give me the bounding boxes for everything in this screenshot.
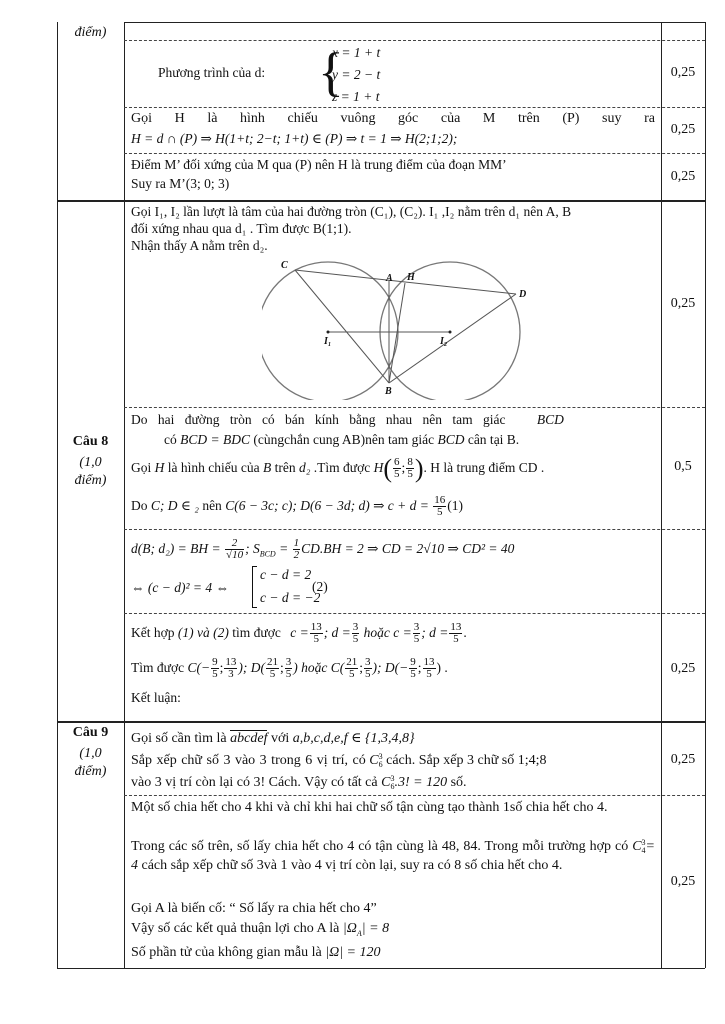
res-i: ; [417, 660, 422, 675]
res-h: ); D(− [372, 660, 409, 675]
comb-h: . [463, 625, 467, 640]
q9-p7 [131, 920, 389, 942]
cd-a: Do [131, 498, 148, 513]
q7-score-3: 0,25 [670, 169, 696, 184]
dist-b: ; S [245, 541, 260, 556]
sym-line-2: Suy ra M’(3; 0; 3) [131, 176, 230, 191]
q8-conclusion: Kết luận: [131, 690, 181, 705]
paren-close: ) [414, 453, 424, 483]
q8-intro-line2: đối xứng nhau qua d₁ . Tìm được B(1;1). [131, 221, 352, 236]
fig-label-i1: I₁ [324, 336, 332, 347]
q9-title: Câu 9 [72, 725, 109, 740]
q8-result-line [131, 652, 448, 684]
frac-21-5-a: $\frac{21}{5}$ [266, 656, 278, 681]
tri-line1-b: BCD [536, 412, 564, 427]
p1-a: Gọi số cần tìm là [131, 731, 227, 746]
q8-tri-line2 [164, 431, 519, 448]
p1-c: với [270, 731, 290, 746]
dist-c: = [279, 541, 289, 556]
q8-sys-r2: c − d = −2 [260, 590, 321, 605]
p5-indices: 3 4 [641, 837, 646, 855]
tri-line2-e: cân tại B. [467, 432, 520, 447]
res-b: C(− [187, 660, 211, 675]
proj-c: trên [274, 460, 296, 475]
p2-b: C [369, 753, 379, 768]
dist-d: CD.BH = 2 ⇒ CD = 2√10 ⇒ CD² = 40 [301, 541, 515, 556]
q9-points-line1: (1,0 [79, 746, 102, 761]
proj-bb: B [262, 460, 272, 475]
fig-label-i2: I₂ [440, 336, 448, 347]
q9-p4: Một số chia hết cho 4 khi và chỉ khi hai chữ số tận cùng tạo thành 1số chia hết cho 4. [131, 800, 608, 815]
comb-g: ; d = [421, 625, 449, 640]
q8-score-1: 0,25 [670, 296, 696, 311]
tri-line2-c: (cùngchắn cung AB)nên tam giác [253, 432, 435, 447]
p2-indices: 3 6 [378, 751, 383, 769]
q8-sys-bracket [252, 566, 257, 608]
p5-c: = 4 [131, 839, 655, 873]
q9-points-line2: điểm) [74, 764, 107, 779]
q8-score-3: 0,25 [670, 661, 696, 676]
cd-e: (1) [447, 498, 464, 513]
p7-b: |Ω [342, 921, 357, 936]
p7-c: | = 8 [361, 921, 390, 936]
res-j: ) . [436, 660, 448, 675]
frac-6-5: $\frac{6}{5}$ [394, 456, 400, 481]
frac-13-5-a: $\frac{13}{5}$ [310, 621, 322, 646]
frac-2-sqrt10: $\frac{2}{√10}$ [226, 537, 244, 562]
p2-c: cách. Sắp xếp 3 chữ số 1;4;8 [386, 753, 547, 768]
frac-3-5-d: $\frac{3}{5}$ [365, 656, 371, 681]
proj-h: H [154, 460, 165, 475]
fig-label-a: A [386, 273, 393, 284]
q8-cd-line [131, 490, 463, 522]
line-d-eq1: x = 1 + t [332, 45, 381, 60]
p1-d: a,b,c,d,e,f ∈ {1,3,4,8} [292, 731, 415, 746]
p3-d: số. [450, 775, 467, 790]
sym-line-1: Điểm M’ đối xứng của M qua (P) nên H là trung điểm của đoạn MM’ [131, 157, 507, 172]
p3-a: vào 3 vị trí còn lại có 3! Cách. Vậy có tất cả [131, 775, 378, 790]
res-d: ); D( [238, 660, 265, 675]
cd-b: C; D ∈ ₂ [150, 498, 199, 513]
q9-p8 [131, 944, 381, 961]
dist-sub: BCD [259, 549, 276, 559]
line-d-eq2: y = 2 − t [332, 67, 381, 82]
p3-b: C [381, 775, 391, 790]
proj-a: Gọi [131, 460, 152, 475]
fig-label-h: H [407, 272, 415, 283]
frac-13-3: $\frac{13}{3}$ [225, 656, 237, 681]
proj-d2: d₂ [298, 460, 311, 475]
q9-p6: Gọi A là biến cố: “ Số lấy ra chia hết cho 4” [131, 901, 377, 916]
q9-score-2: 0,25 [670, 874, 696, 889]
q9-p1 [131, 730, 415, 747]
p8-a: Số phần tử của không gian mẫu là [131, 945, 322, 960]
comb-a: Kết hợp [131, 625, 175, 640]
p7-sub: A [356, 928, 362, 938]
frac-3-5-c: $\frac{3}{5}$ [285, 656, 292, 681]
res-f: ) hoặc C( [293, 660, 345, 675]
line-d-eq3: z = 1 + t [332, 89, 380, 104]
frac-3-5-b: $\frac{3}{5}$ [413, 621, 420, 646]
p8-b: |Ω| = 120 [325, 945, 381, 960]
fig-label-b: B [385, 386, 392, 397]
q8-sys-left: ⇔ (c − d)² = 4 ⇔ [131, 580, 230, 595]
h-intro: Gọi H là hình chiếu vuông góc của M trên (P) suy ra [131, 111, 655, 126]
fig-label-d: D [519, 289, 527, 300]
q9-p5 [131, 837, 655, 875]
system-brace: { [318, 42, 344, 102]
q7-score-1: 0,25 [670, 65, 696, 80]
dist-a: d(B; d₂) = BH = [131, 541, 221, 556]
q8-points-line2: điểm) [74, 473, 107, 488]
res-e: ; [279, 660, 284, 675]
p5-d: cách sắp xếp chữ số 3và 1 vào 4 vị trí còn lại, suy ra có 8 số chia hết cho 4. [141, 858, 563, 873]
comb-c: tìm được [232, 625, 281, 640]
res-c: ; [219, 660, 224, 675]
q8-distance-line [131, 533, 514, 571]
frac-9-5-b: $\frac{9}{5}$ [410, 656, 416, 681]
res-a: Tìm được [131, 660, 185, 675]
proj-e: . H là trung điểm CD . [423, 460, 545, 475]
frac-1-2: $\frac{1}{2}$ [293, 537, 300, 562]
q7-score-2: 0,25 [670, 122, 696, 137]
comb-f: hoặc c = [363, 625, 412, 640]
q8-score-2: 0,5 [674, 459, 692, 474]
p1-b: abcdef [230, 731, 268, 746]
h-calc: H = d ∩ (P) ⇒ H(1+t; 2−t; 1+t) ∈ (P) ⇒ t = 1 ⇒ H(2;1;2); [131, 131, 458, 146]
q8-projection-line: Gọi H là hình chiếu của B trên d₂ .Tìm được H( $\frac{6}{5}$ ; $\frac{8}{5}$ ). H là trung điểm CD . [131, 453, 545, 483]
comb-d: c = [290, 625, 309, 640]
q8-combine-line [131, 617, 467, 649]
p2-a: Sắp xếp chữ số 3 vào 3 trong 6 vị trí, có [131, 753, 366, 768]
q9-p2 [131, 752, 547, 769]
frac-8-5: $\frac{8}{5}$ [407, 456, 413, 481]
p3-indices: 3 6 [390, 773, 395, 791]
frac-3-5-a: $\frac{3}{5}$ [352, 621, 359, 646]
p5-b: C [632, 839, 642, 854]
tri-line2-d: BCD [437, 432, 465, 447]
tri-line2-a: có [164, 432, 177, 447]
cd-c: nên [202, 498, 222, 513]
q8-intro-line3: Nhận thấy A nằm trên d₂. [131, 238, 268, 253]
tri-line2-b: BCD = BDC [180, 432, 250, 447]
comb-b: (1) và (2) [177, 625, 229, 640]
two-circles-figure [262, 252, 542, 400]
q8-points-line1: (1,0 [79, 455, 102, 470]
frac-13-5-c: $\frac{13}{5}$ [423, 656, 435, 681]
res-g: ; [359, 660, 363, 675]
q8-tri-line1 [131, 411, 651, 428]
paren-open: ( [383, 453, 393, 483]
q9-p3 [131, 774, 467, 791]
p7-a: Vậy số các kết quả thuận lợi cho A là [131, 921, 340, 936]
tri-line1-a: Do hai đường tròn có bán kính bằng nhau nên tam giác [131, 412, 506, 427]
proj-d: .Tìm được [313, 460, 371, 475]
q8-intro-line1: Gọi I₁, I₂ lần lượt là tâm của hai đường tròn (C₁), (C₂). I₁ ,I₂ nằm trên d₁ nên A, B [131, 204, 572, 219]
p3-c: .3! = 120 [394, 775, 448, 790]
frac-9-5-a: $\frac{9}{5}$ [212, 656, 218, 681]
q9-score-1: 0,25 [670, 752, 696, 767]
frac-16-5: $\frac{16}{5}$ [434, 494, 446, 519]
q7-points-label: điểm) [74, 25, 107, 40]
fig-label-c: C [281, 260, 288, 271]
proj-b: là hình chiếu của [167, 460, 260, 475]
frac-13-5-b: $\frac{13}{5}$ [450, 621, 462, 646]
comb-e: ; d = [323, 625, 351, 640]
q8-title: Câu 8 [72, 434, 109, 449]
frac-21-5-b: $\frac{21}{5}$ [346, 656, 358, 681]
q8-sys-r1: c − d = 2 [260, 567, 312, 582]
q8-sys-b: (2) [312, 579, 328, 594]
cd-d: C(6 − 3c; c); D(6 − 3d; d) ⇒ c + d = [225, 498, 429, 513]
proj-hh: H [373, 460, 384, 475]
p5-a: Trong các số trên, số lấy chia hết cho 4 có tận cùng là 48, 84. Trong mỗi trường hợp có [131, 839, 629, 854]
line-d-label: Phương trình của d: [158, 65, 266, 80]
